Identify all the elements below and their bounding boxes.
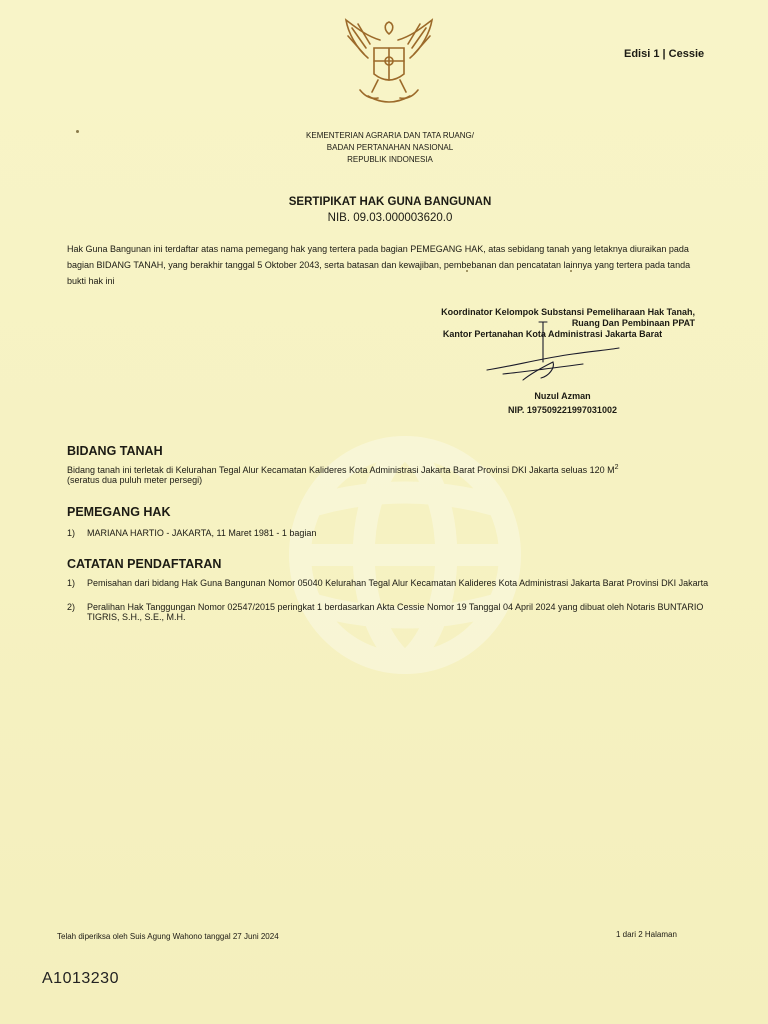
page-indicator: 1 dari 2 Halaman [616,930,677,939]
ministry-line: REPUBLIK INDONESIA [347,155,433,164]
list-item [67,528,717,538]
list-item [67,602,717,622]
nib-number: NIB. 09.03.000003620.0 [327,212,453,224]
serial-number: A1013230 [42,970,119,987]
list-item-number: 1) [67,528,76,538]
signatory-line: Ruang Dan Pembinaan PPAT [571,318,695,328]
certificate-intro: Hak Guna Bangunan ini terdaftar atas nama pemegang hak yang tertera pada bagian PEMEGANG HAK, atas sebidang tanah yang letaknya diuraikan pada bagian BIDANG TANAH, yang berakhir tanggal 5 Oktober 2043, serta batasan dan kewajiban, pembebanan dan pencatatan lainnya yang tertera pada tanda bukti hak ini [67,244,691,286]
edition-label: Edisi 1 | Cessie [624,48,705,60]
paper-speck [76,130,79,133]
signatory-line: Kantor Pertanahan Kota Administrasi Jakarta Barat [442,329,663,339]
list-item-number: 1) [67,578,76,588]
list-item-number: 2) [67,602,76,612]
checked-by-note: Telah diperiksa oleh Suis Agung Wahono tanggal 27 Juni 2024 [57,932,279,941]
paper-speck [570,270,572,272]
paper-speck [466,270,468,272]
section-heading-bidang-tanah: BIDANG TANAH [67,444,163,458]
ministry-line: KEMENTERIAN AGRARIA DAN TATA RUANG/ [306,131,474,140]
garuda-emblem-icon [338,18,440,114]
section-heading-pemegang-hak: PEMEGANG HAK [67,505,171,519]
list-item-text: Pemisahan dari bidang Hak Guna Bangunan Nomor 05040 Kelurahan Tegal Alur Kecamatan Kalideres Kota Administrasi Jakarta Barat Provinsi DKI Jakarta [87,578,709,588]
signatory-nip: NIP. 197509221997031002 [508,405,617,415]
signatory-identity [480,389,645,417]
list-item [67,578,717,588]
bidang-tanah-area-words: (seratus dua puluh meter persegi) [67,475,203,485]
ministry-header [230,130,550,166]
signatory-line: Koordinator Kelompok Substansi Pemeliharaan Hak Tanah, [441,307,695,317]
bidang-tanah-description [67,465,717,485]
handwritten-signature-icon [483,318,623,390]
area-unit-superscript: 2 [614,464,619,471]
ministry-line: BADAN PERTANAHAN NASIONAL [326,143,454,152]
signatory-name: Nuzul Azman [534,391,591,401]
list-item-text: MARIANA HARTIO - JAKARTA, 11 Maret 1981 - 1 bagian [87,528,317,538]
certificate-title: SERTIPIKAT HAK GUNA BANGUNAN [288,196,492,208]
list-item-text: Peralihan Hak Tanggungan Nomor 02547/2015 peringkat 1 berdasarkan Akta Cessie Nomor 19 Tanggal 04 April 2024 yang dibuat oleh Notaris BUNTARIO TIGRIS, S.H., S.E., M.H. [87,602,704,622]
bidang-tanah-text: Bidang tanah ini terletak di Kelurahan Tegal Alur Kecamatan Kalideres Kota Administrasi Jakarta Barat Provinsi DKI Jakarta seluas 120 M [67,465,615,475]
section-heading-catatan-pendaftaran: CATATAN PENDAFTARAN [67,557,222,571]
